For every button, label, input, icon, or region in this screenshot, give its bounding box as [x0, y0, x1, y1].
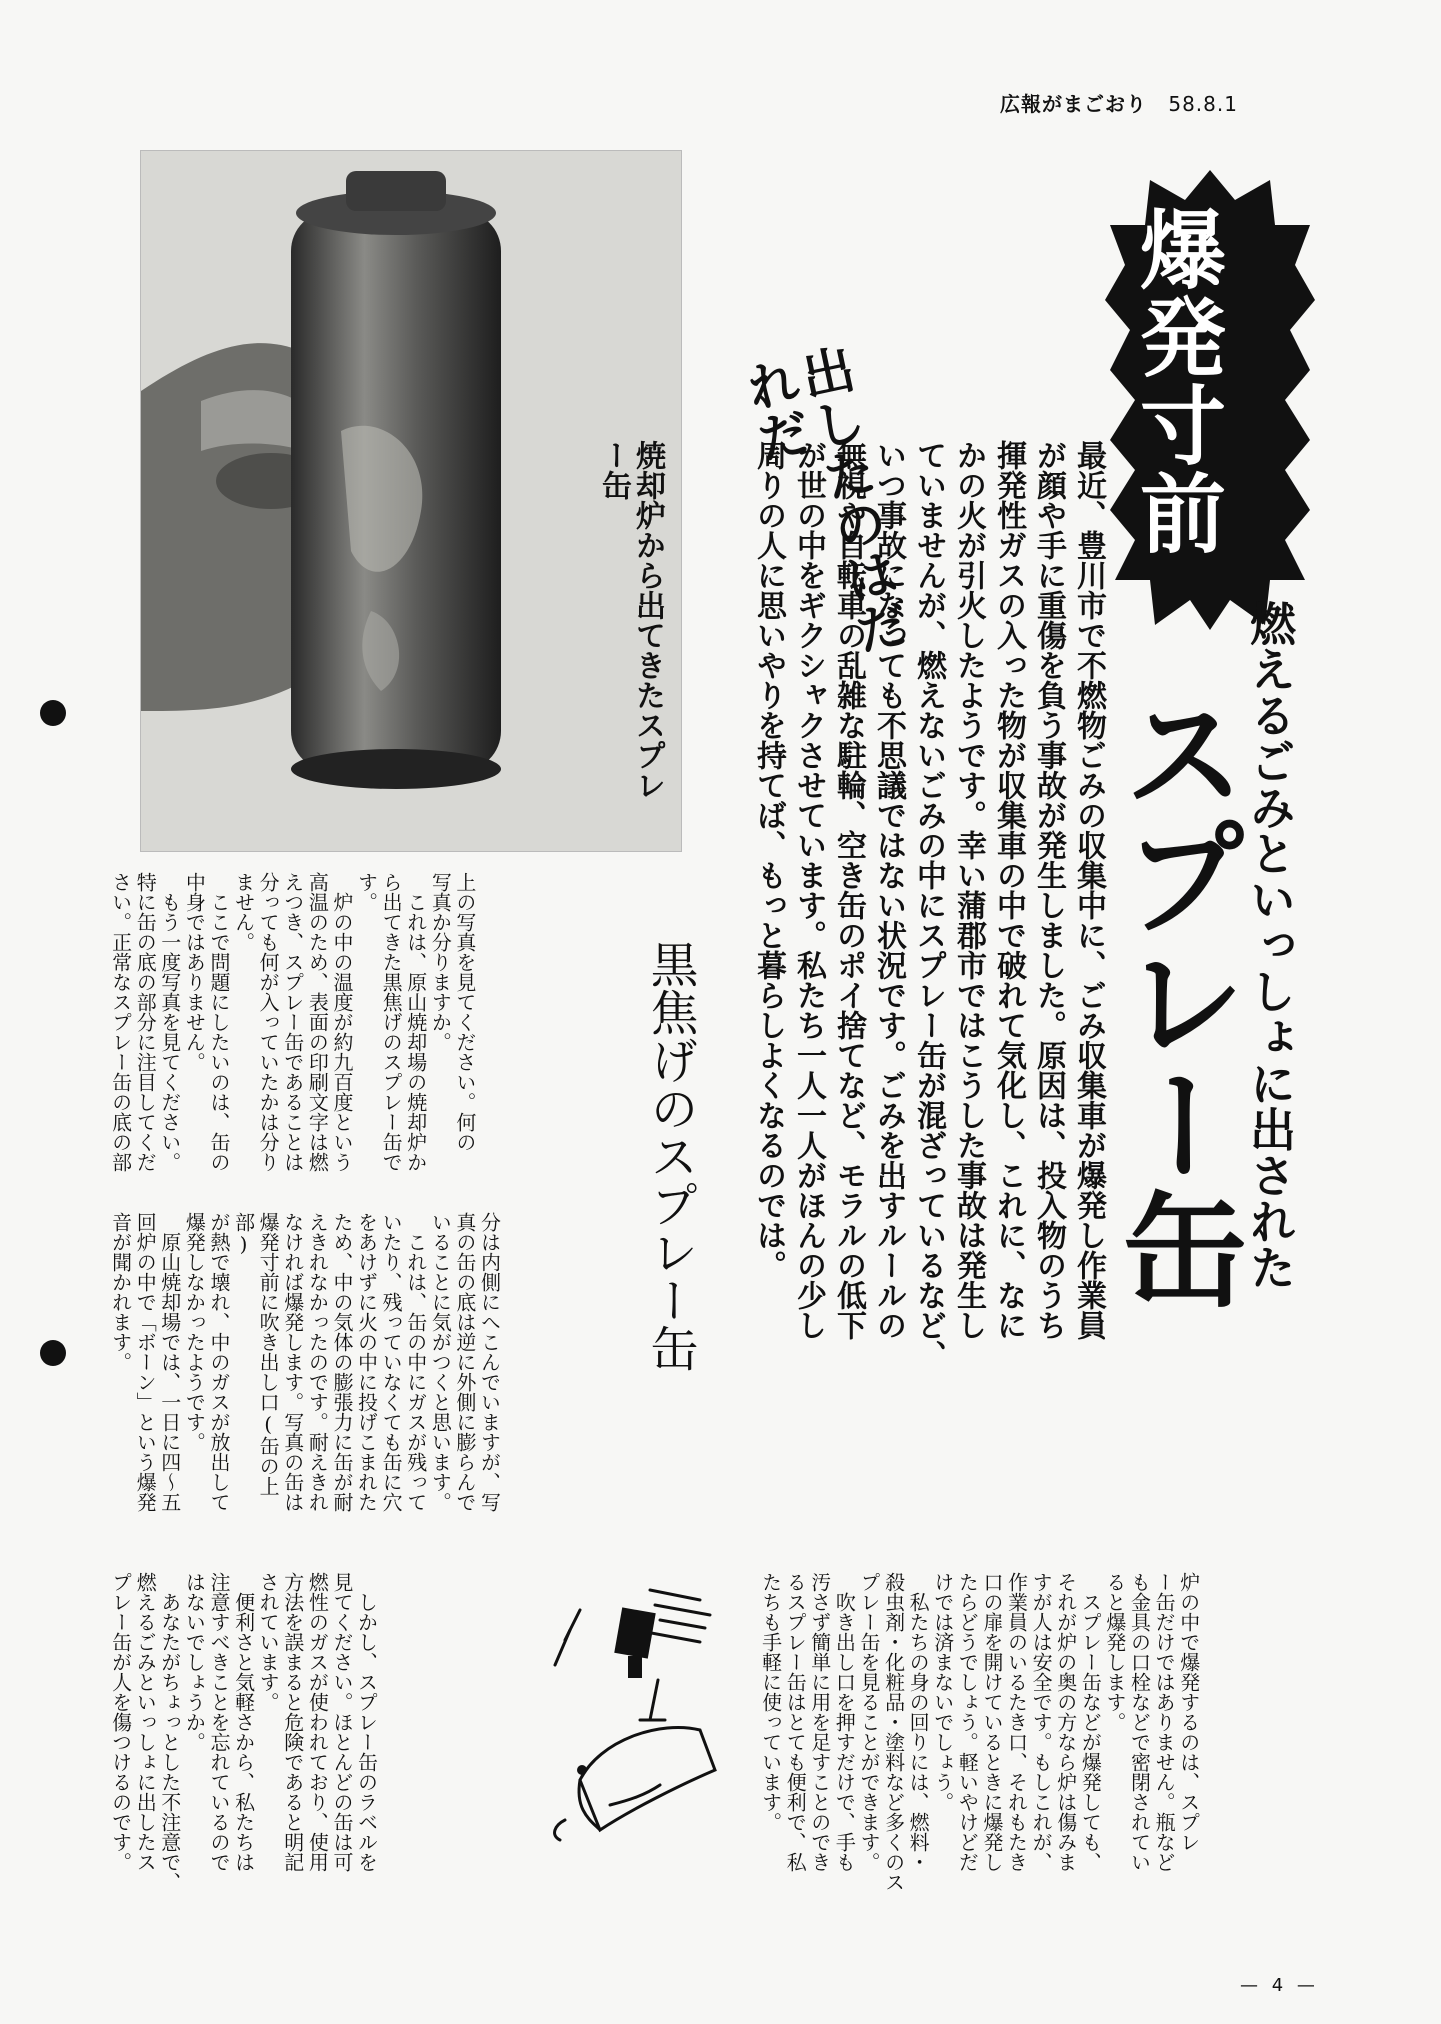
- subtitle-line-1: 燃えるごみといっしょに出された: [1243, 600, 1297, 1290]
- binder-hole: [40, 700, 66, 726]
- issue-date: 58.8.1: [1168, 92, 1238, 116]
- column-heading: 黒焦げのスプレー缶: [642, 940, 698, 1372]
- page-number: — 4 —: [1240, 1975, 1319, 1996]
- binder-hole: [40, 1340, 66, 1366]
- subtitle-line-2: スプレー缶: [1102, 690, 1246, 1310]
- photo-caption: 焼却炉から出てきたスプレー缶: [596, 440, 665, 800]
- lead-paragraph: 最近、豊川市で不燃物ごみの収集中に、ごみ収集車が爆発し作業員 が顔や手に重傷を負う事故が発生しました。原因は、投入物のうち 揮発性ガスの入った物が収集車の中で破れて気化し、これに、なに かの火が引火したようです。幸い蒲郡市ではこうした事故は発生し ていませんが、燃えないごみの中にスプレー缶が混ざっているなど、 いつ事故になっても不思議ではない状況です。ごみを出すルールの 無視や自転車の乱雑な駐輪、空き缶のポイ捨てなど、モラルの低下 が世の中をギクシャクさせています。私たち一人一人がほんの少し 周りの人に思いやりを持てば、もっと暮らしよくなるのでは。: [751, 440, 1106, 1370]
- publication-name: 広報がまごおり: [1000, 92, 1147, 116]
- body-text-block: 炉の中で爆発するのは、スプレ ー缶だけではありません。瓶など も金具の口栓などで密閉されてい ると爆発します。 スプレー缶などが爆発しても、 それが炉の奥の方なら炉は傷みま すが人は安全です。もしこれが、 作業員のいるたき口、それもたき 口の扉を開けているときに爆発し たらどうでしょう。軽いやけどだ けでは済まないでしょう。 私たちの身の回りには、燃料・ 殺虫剤・化粧品・塗料など多くのス プレー缶を見ることができます。 吹き出し口を押すだけで、手も 汚さず簡単に用を足すことのでき るスプレー缶はとても便利で、私 たちも手軽に使っています。: [758, 1572, 1201, 1892]
- page-header: [1000, 88, 1238, 117]
- body-text-block: 上の写真を見てください。何の 写真か分りますか。 これは、原山焼却場の焼却炉か ら出てきた黒焦げのスプレー缶で す。 炉の中の温度が約九百度という 高温のため、表面の印刷文字は燃 えつき、スプレー缶であることは 分っても何が入っていたかは分り ません。 ここで問題にしたいのは、缶の 中身ではありません。 もう一度写真を見てください。 特に缶の底の部分に注目してくだ さい。正常なスプレー缶の底の部: [108, 872, 477, 1172]
- question-heading: 出したのはだれだ: [733, 341, 912, 659]
- hammer-spray-can-illustration: [540, 1570, 730, 1870]
- feature-title: 爆発寸前: [1125, 205, 1225, 557]
- body-text-block: 分は内側にへこんでいますが、写 真の缶の底は逆に外側に膨らんで いることに気がつくと思います。 これは、缶の中にガスが残って いたり、残っていなくても缶に穴 をあけずに火の中に投げこまれた ため、中の気体の膨張力に缶が耐 えきれなかったのです。耐えきれ なければ爆発します。写真の缶は 爆発寸前に吹き出し口(缶の上部) が熱で壊れ、中のガスが放出して 爆発しなかったようです。 原山焼却場では、一日に四〜五 回炉の中で「ボーン」という爆発 音が聞かれます。: [108, 1212, 502, 1512]
- body-text-block: しかし、スプレー缶のラベルを 見てください。ほとんどの缶は可 燃性のガスが使われており、使用 方法を誤まると危険であると明記 されています。 便利さと気軽さから、私たちは 注意すべきことを忘れているので はないでしょうか。 あなたがちょっとした不注意で、 燃えるごみといっしょに出したス プレー缶が人を傷つけるのです。: [108, 1572, 379, 1892]
